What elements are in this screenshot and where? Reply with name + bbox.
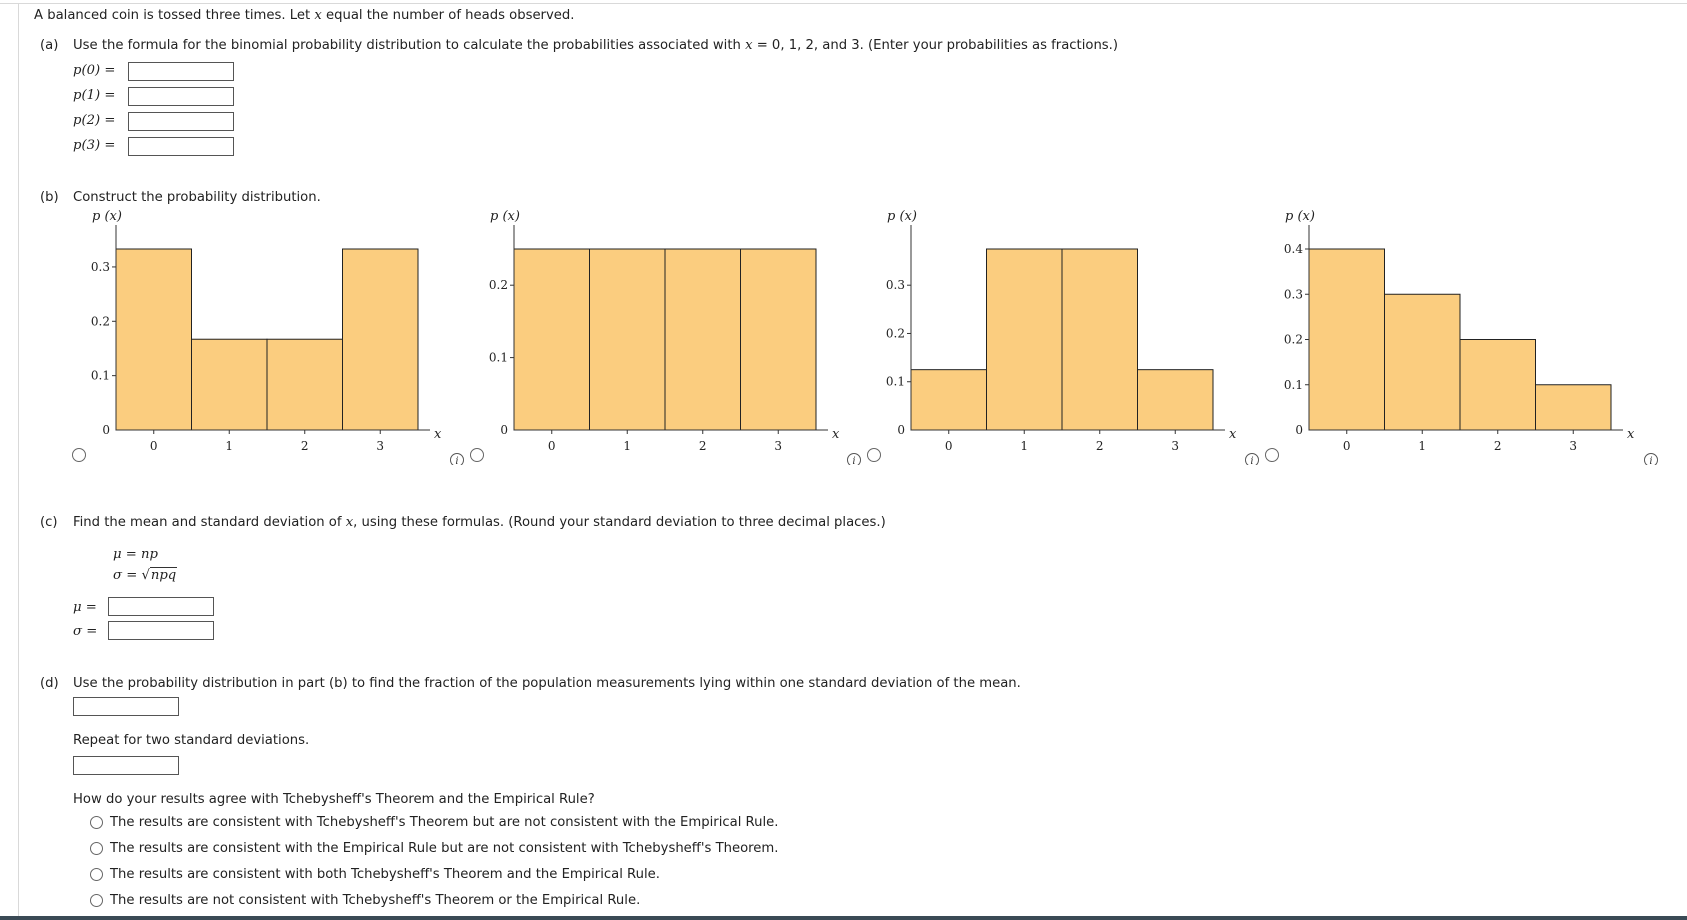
y-tick-label: 0.3	[885, 278, 905, 293]
intro-text-1: A balanced coin is tossed three times. Let	[34, 8, 315, 23]
histogram-1-radio[interactable]	[73, 449, 86, 462]
histogram-1	[91, 209, 442, 453]
p0-input[interactable]	[128, 62, 234, 81]
bar-1	[1385, 294, 1461, 430]
part-b-tag: (b)	[40, 190, 59, 205]
bar-2	[1460, 340, 1536, 431]
x-tick-label: 0	[1342, 439, 1351, 453]
histogram-4	[1284, 209, 1635, 453]
y-axis-label: p (x)	[887, 209, 917, 224]
part-a-tag: (a)	[40, 38, 59, 53]
part-c-var: x	[345, 515, 354, 530]
p3-label: p(3) =	[73, 138, 116, 153]
part-a-var: x	[745, 38, 753, 53]
bar-1	[192, 339, 268, 430]
x-tick-label: 3	[1171, 439, 1180, 453]
part-a-text-1: Use the formula for the binomial probability distribution to calculate the probabilities associated with	[73, 38, 746, 53]
part-a-text	[73, 38, 1118, 53]
p2-input[interactable]	[128, 112, 234, 131]
two-sd-input[interactable]	[73, 756, 179, 775]
x-axis-label: x	[832, 427, 840, 442]
x-tick-label: 0	[547, 439, 556, 453]
bar-3	[741, 249, 817, 430]
formula-sigma-lhs: σ =	[113, 568, 138, 583]
bar-2	[665, 249, 741, 430]
x-tick-label: 0	[944, 439, 953, 453]
bar-1	[987, 249, 1063, 430]
x-tick-label: 3	[1569, 439, 1578, 453]
x-tick-label: 1	[623, 439, 632, 453]
option-1-radio[interactable]	[90, 816, 103, 829]
intro-text-2: equal the number of heads observed.	[321, 8, 575, 23]
bar-0	[1309, 249, 1385, 430]
y-tick-label-zero: 0	[1295, 423, 1303, 437]
bottom-bar	[0, 916, 1687, 920]
formula-sigma-radicand: npq	[150, 568, 177, 583]
p1-input[interactable]	[128, 87, 234, 106]
bar-3	[1138, 370, 1214, 430]
option-2-label: The results are consistent with the Empirical Rule but are not consistent with Tchebysheff's Theorem.	[110, 841, 779, 856]
y-tick-label: 0.2	[885, 326, 905, 341]
x-tick-label: 2	[698, 439, 707, 453]
histogram-options	[0, 205, 1687, 465]
x-axis-label: x	[434, 427, 442, 442]
histogram-3-radio[interactable]	[868, 449, 881, 462]
part-d-tag: (d)	[40, 676, 59, 691]
x-tick-label: 3	[376, 439, 385, 453]
option-3-radio[interactable]	[90, 868, 103, 881]
formula-sigma	[113, 568, 177, 583]
mu-label: μ =	[73, 600, 97, 615]
top-divider	[0, 3, 1687, 4]
bar-0	[911, 370, 987, 430]
part-c-text-2: , using these formulas. (Round your standard deviation to three decimal places.)	[353, 515, 886, 530]
mu-input[interactable]	[108, 597, 214, 616]
intro-var: x	[314, 8, 322, 23]
histogram-4-radio[interactable]	[1266, 449, 1279, 462]
bar-1	[590, 249, 666, 430]
problem-intro	[34, 8, 574, 23]
x-tick-label: 2	[300, 439, 309, 453]
option-4-radio[interactable]	[90, 894, 103, 907]
y-tick-label: 0.3	[90, 259, 110, 274]
info-icon-glyph: i	[1250, 456, 1254, 465]
info-icon-glyph: i	[1649, 456, 1653, 465]
y-axis-label: p (x)	[490, 209, 520, 224]
one-sd-input[interactable]	[73, 697, 179, 716]
option-4-label: The results are not consistent with Tchebysheff's Theorem or the Empirical Rule.	[110, 893, 641, 908]
repeat-text: Repeat for two standard deviations.	[73, 733, 310, 748]
x-axis-label: x	[1229, 427, 1237, 442]
bar-0	[116, 249, 192, 430]
x-tick-label: 0	[149, 439, 158, 453]
x-tick-label: 3	[774, 439, 783, 453]
option-3-label: The results are consistent with both Tchebysheff's Theorem and the Empirical Rule.	[110, 867, 660, 882]
y-tick-label: 0.1	[488, 350, 508, 365]
y-axis-label: p (x)	[92, 209, 122, 224]
y-tick-label: 0.4	[1283, 242, 1303, 256]
y-tick-label-zero: 0	[102, 423, 110, 437]
p1-label: p(1) =	[73, 88, 116, 103]
y-tick-label: 0.3	[1283, 287, 1303, 302]
x-tick-label: 2	[1493, 439, 1502, 453]
info-icon-glyph: i	[455, 456, 459, 465]
histogram-3	[886, 209, 1237, 453]
sigma-label: σ =	[73, 624, 98, 639]
y-tick-label: 0.2	[488, 278, 508, 293]
x-tick-label: 1	[1418, 439, 1427, 453]
y-tick-label-zero: 0	[500, 423, 508, 437]
p3-input[interactable]	[128, 137, 234, 156]
y-tick-label: 0.1	[90, 368, 110, 383]
info-icon-glyph: i	[852, 456, 856, 465]
formula-mu: μ = np	[113, 547, 158, 562]
sqrt-icon: √	[141, 568, 150, 583]
option-1-label: The results are consistent with Tchebysheff's Theorem but are not consistent with the Empirical Rule.	[110, 815, 779, 830]
part-c-tag: (c)	[40, 515, 58, 530]
part-a-text-2: = 0, 1, 2, and 3. (Enter your probabilities as fractions.)	[752, 38, 1119, 53]
bar-2	[1062, 249, 1138, 430]
p2-label: p(2) =	[73, 113, 116, 128]
x-tick-label: 1	[1020, 439, 1029, 453]
agreement-question: How do your results agree with Tchebysheff's Theorem and the Empirical Rule?	[73, 792, 595, 807]
option-2-radio[interactable]	[90, 842, 103, 855]
x-axis-label: x	[1627, 427, 1635, 442]
p0-label: p(0) =	[73, 63, 116, 78]
part-b-text: Construct the probability distribution.	[73, 190, 321, 205]
x-tick-label: 1	[225, 439, 234, 453]
y-tick-label: 0.1	[1283, 377, 1303, 392]
bar-3	[1536, 385, 1612, 430]
sigma-input[interactable]	[108, 621, 214, 640]
part-c-text	[73, 515, 886, 530]
y-tick-label: 0.2	[1283, 332, 1303, 347]
part-d-text: Use the probability distribution in part (b) to find the fraction of the population measurements lying within one standard deviation of the mean.	[73, 676, 1021, 691]
histogram-2-radio[interactable]	[471, 449, 484, 462]
y-tick-label-zero: 0	[897, 423, 905, 437]
bar-3	[343, 249, 419, 430]
part-c-text-1: Find the mean and standard deviation of	[73, 515, 346, 530]
y-axis-label: p (x)	[1285, 209, 1315, 224]
histogram-2	[489, 209, 840, 453]
y-tick-label: 0.2	[90, 314, 110, 329]
x-tick-label: 2	[1095, 439, 1104, 453]
bar-0	[514, 249, 590, 430]
bar-2	[267, 339, 343, 430]
y-tick-label: 0.1	[885, 374, 905, 389]
